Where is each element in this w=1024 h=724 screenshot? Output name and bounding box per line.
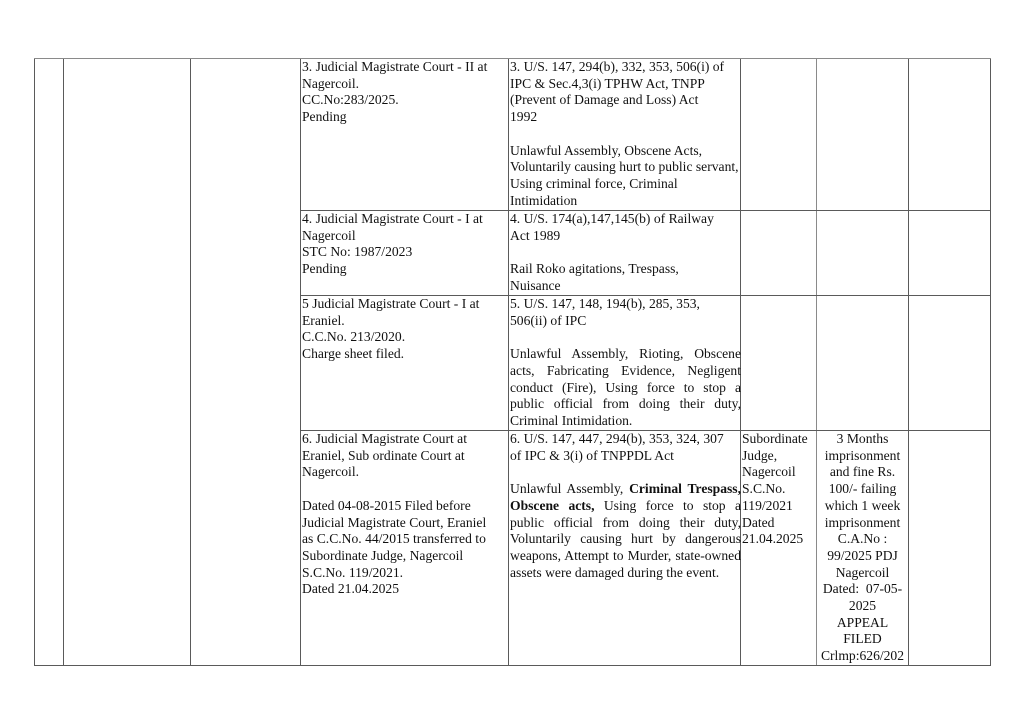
judgment-line: Nagercoil: [835, 564, 890, 580]
court-line: 5 Judicial Magistrate Court - I at: [302, 296, 480, 311]
column-divider: [908, 58, 909, 666]
judgment-line: which 1 week: [824, 497, 901, 513]
case-status: Pending: [302, 261, 347, 277]
judgment-line: 2025: [848, 598, 877, 614]
court-line: Nagercoil.: [302, 464, 359, 480]
case-history-line: Dated 21.04.2025: [302, 581, 400, 597]
appeal-status: FILED: [843, 631, 882, 647]
sections-line: 5. U/S. 147, 148, 194(b), 285, 353,: [510, 296, 700, 311]
sections-line: 506(ii) of IPC: [510, 312, 587, 328]
court-name-line: 21.04.2025: [742, 531, 804, 547]
case-history-line: Dated 04-08-2015 Filed before: [302, 497, 471, 513]
judgment-line: 99/2025 PDJ: [827, 547, 898, 563]
judgment-line: imprisonment: [824, 514, 901, 530]
offences-description: Unlawful Assembly, Rioting, Obscene acts, Fabricating Evidence, Negligent conduct (Fire), Using force to stop a public official from doing their duty, Criminal Intimidation.: [510, 346, 741, 428]
case-history-line: Subordinate Judge, Nagercoil: [302, 547, 464, 563]
table-border-bottom: [34, 665, 991, 666]
sections-line: Act 1989: [510, 227, 561, 243]
court-name-line: Dated: [742, 514, 775, 530]
case-number: CC.No:283/2025.: [302, 92, 399, 108]
column-divider: [63, 58, 64, 666]
case-number: C.C.No. 213/2020.: [302, 329, 406, 345]
sections-line: 1992: [510, 109, 538, 125]
offences-description: Rail Roko agitations, Trespass, Nuisance: [510, 261, 679, 293]
court-name-line: Subordinate: [742, 431, 808, 446]
court-line: 6. Judicial Magistrate Court at: [302, 431, 467, 446]
offences-description: [510, 481, 741, 581]
sections-line: 6. U/S. 147, 447, 294(b), 353, 324, 307: [510, 431, 724, 446]
row-3-sections-cell: [509, 59, 741, 209]
table-border-left: [34, 58, 35, 666]
row-6-sections-cell: [509, 431, 741, 581]
court-line: Eraniel.: [302, 312, 345, 328]
court-name-line: Nagercoil: [742, 464, 796, 480]
judgment-line: 100/- failing: [828, 481, 897, 497]
judgment-line: Dated: 07-05-: [822, 581, 903, 597]
case-history-line: as C.C.No. 44/2015 transferred to: [302, 531, 486, 547]
court-line: Nagercoil.: [302, 75, 359, 91]
court-line: 3. Judicial Magistrate Court - II at: [302, 59, 488, 74]
judgment-line: C.A.No :: [837, 531, 888, 547]
offences-text: Unlawful Assembly,: [510, 481, 630, 497]
judgment-line: and fine Rs.: [829, 464, 896, 480]
sections-line: 4. U/S. 174(a),147,145(b) of Railway: [510, 211, 714, 226]
appeal-reference: Crlmp:626/202: [820, 648, 905, 664]
offences-emphasis: Criminal Trespass, Obscene acts,: [510, 481, 741, 513]
row-6-court-cell: [301, 431, 509, 598]
row-6-court-name-cell: [741, 431, 817, 548]
appeal-status: APPEAL: [836, 614, 889, 630]
case-history-line: S.C.No. 119/2021.: [302, 564, 404, 580]
court-line: Nagercoil: [302, 227, 356, 243]
court-name-line: 119/2021: [742, 497, 793, 513]
judgment-line: 3 Months: [836, 431, 889, 446]
row-3-court-cell: [301, 59, 509, 126]
judgment-line: imprisonment: [824, 447, 901, 463]
offences-description: Unlawful Assembly, Obscene Acts, Voluntarily causing hurt to public servant, Using criminal force, Criminal Intimidation: [510, 142, 739, 208]
row-4-sections-cell: [509, 211, 741, 295]
table-border-right: [990, 58, 991, 666]
row-6-judgment-cell: [817, 431, 908, 665]
row-4-court-cell: [301, 211, 509, 278]
sections-line: IPC & Sec.4,3(i) TPHW Act, TNPP: [510, 75, 705, 91]
case-status: Pending: [302, 109, 347, 125]
row-5-sections-cell: [509, 296, 741, 430]
court-line: 4. Judicial Magistrate Court - I at: [302, 211, 483, 226]
column-divider: [190, 58, 191, 666]
case-status: Charge sheet filed.: [302, 346, 405, 362]
court-name-line: Judge,: [742, 447, 778, 463]
sections-line: (Prevent of Damage and Loss) Act: [510, 92, 699, 108]
case-history-line: Judicial Magistrate Court, Eraniel: [302, 514, 487, 530]
court-line: Eraniel, Sub ordinate Court at: [302, 447, 465, 463]
sections-line: 3. U/S. 147, 294(b), 332, 353, 506(i) of: [510, 59, 725, 74]
offences-text: Using force to stop a public official from doing their duty, Voluntarily causing hurt by dangerous weapons, Attempt to Murder, state-owned assets were damaged during the event.: [510, 497, 741, 580]
row-5-court-cell: [301, 296, 509, 363]
court-name-line: S.C.No.: [742, 481, 786, 497]
sections-line: of IPC & 3(i) of TNPPDL Act: [510, 447, 674, 463]
case-number: STC No: 1987/2023: [302, 244, 413, 260]
